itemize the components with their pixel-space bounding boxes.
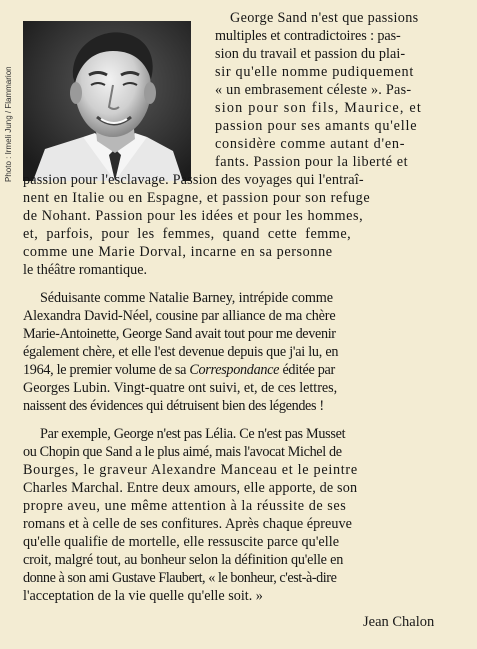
text-line: multiples et contradictoires : pas- [215,28,401,44]
text-line: « un embrasement céleste ». Pas- [215,82,412,98]
text-line: comme une Marie Dorval, incarne en sa personne [23,244,333,260]
text-line: et, parfois, pour les femmes, quand cette femme, [23,226,352,242]
text-line: nent en Italie ou en Espagne, et passion pour son refuge [23,190,371,206]
author-signature: Jean Chalon [363,614,435,630]
author-photo [23,21,191,181]
photo-credit: Photo : Irmeli Jung / Flammarion [4,66,13,182]
text-line: sir qu'elle nomme pudiquement [215,64,414,80]
book-title: Correspondance [189,362,280,378]
text-line: Georges Lubin. Vingt-quatre ont suivi, et, de ces lettres, [23,380,338,396]
text-line: propre aveu, une même attention à la réussite de ses [23,498,347,514]
text-line [23,362,335,378]
text-line: ou Chopin que Sand a le plus aimé, mais l'avocat Michel de [23,444,342,460]
text-line: Charles Marchal. Entre deux amours, elle apporte, de son [23,480,358,496]
text-line: donne à son ami Gustave Flaubert, « le bonheur, c'est-à-dire [23,570,337,586]
text-line: Bourges, le graveur Alexandre Manceau et le peintre [23,462,358,478]
text-line: de Nohant. Passion pour les idées et pour les hommes, [23,208,364,224]
text-line: qu'elle qualifie de mortelle, elle ressuscite parce qu'elle [23,534,340,550]
text-segment: éditée par [282,362,335,378]
text-line: Marie-Antoinette, George Sand avait tout pour me devenir [23,326,336,342]
text-segment: 1964, le premier volume de sa [23,362,187,378]
text-line: romans et à celle de ses confitures. Après chaque épreuve [23,516,353,532]
author-portrait-image [23,21,191,181]
text-line: croit, malgré tout, au bonheur selon la définition qu'elle en [23,552,344,568]
text-line: passion pour l'esclavage. Passion des voyages qui l'entraî- [23,172,364,188]
text-line: Alexandra David-Néel, cousine par alliance de ma chère [23,308,336,324]
text-line: naissent des évidences qui détruisent bien des légendes ! [23,398,324,414]
text-line: l'acceptation de la vie quelle qu'elle soit. » [23,588,263,604]
text-line: sion du travail et passion du plai- [215,46,406,62]
text-line: considère comme autant d'en- [215,136,406,152]
text-line: fants. Passion pour la liberté et [215,154,409,170]
text-line: sion pour son fils, Maurice, et [215,100,423,116]
text-line: Séduisante comme Natalie Barney, intrépide comme [40,290,333,306]
text-line: George Sand n'est que passions [230,10,419,26]
text-line: également chère, et elle l'est devenue depuis que j'ai lu, en [23,344,339,360]
text-line: passion pour ses amants qu'elle [215,118,418,134]
text-line: le théâtre romantique. [23,262,148,278]
text-line: Par exemple, George n'est pas Lélia. Ce n'est pas Musset [40,426,346,442]
